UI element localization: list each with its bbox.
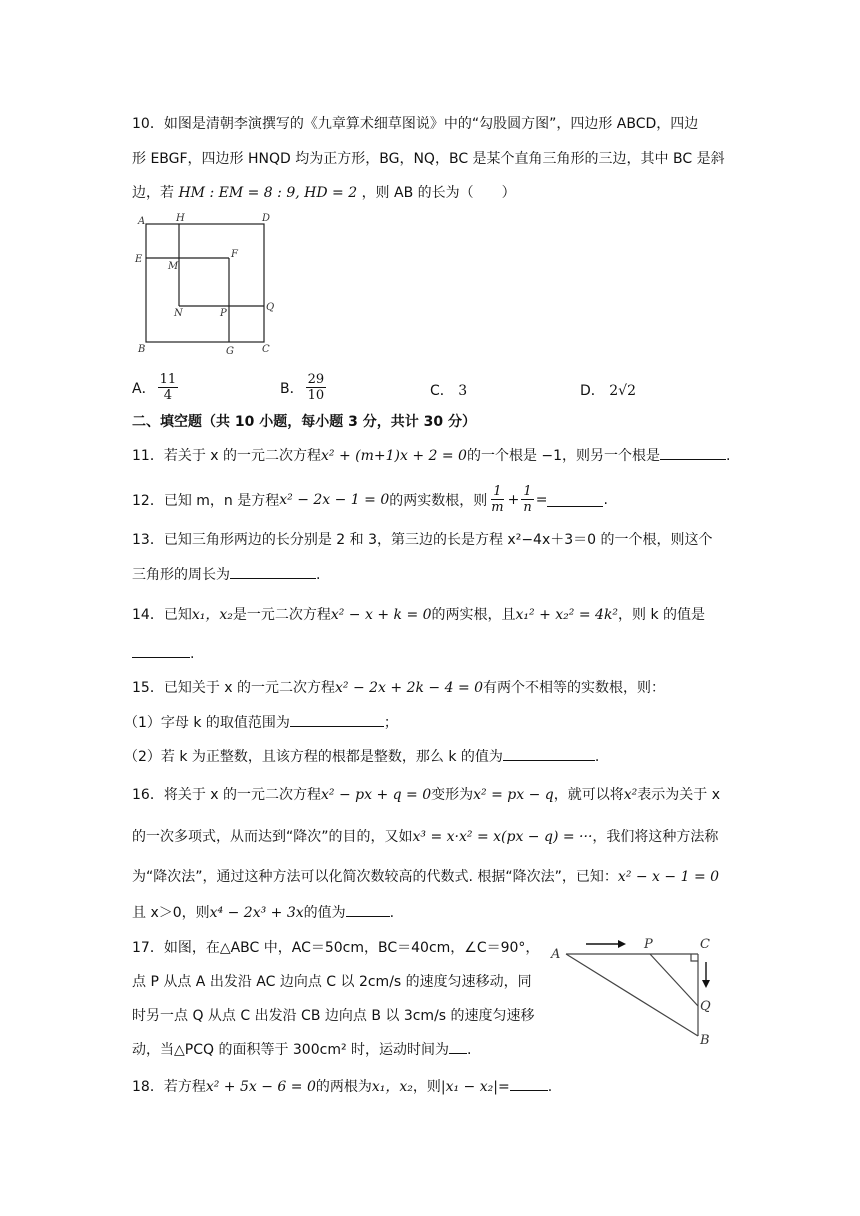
fig17-label-p: P [644, 937, 653, 952]
fig10-label-q: Q [266, 302, 275, 313]
q16-l1-x2: x² [623, 787, 638, 803]
fig10-label-p: P [220, 308, 227, 319]
q16-l4-pre: 且 x＞0，则 [132, 905, 210, 921]
q14-equation: x² − x + k = 0 [330, 607, 432, 623]
q15-part2 [124, 746, 599, 766]
q17-answer-blank[interactable] [449, 1039, 467, 1054]
q17-line3: 时另一点 Q 从点 C 出发沿 CB 边向点 B 以 3cm/s 的速度匀速移 [132, 1008, 535, 1024]
fig17-label-c: C [700, 937, 710, 952]
fig10-label-n: N [174, 308, 183, 319]
q11-post: 的一个根是 −1，则另一个根是 [466, 448, 661, 464]
q13-answer-blank[interactable] [230, 564, 316, 579]
q16-l1-end: 表示为关于 x [637, 787, 720, 803]
q15-part2-text: （2）若 k 为正整数，且该方程的根都是整数，那么 k 的值为 [124, 749, 503, 765]
fig10-label-d: D [262, 213, 271, 224]
q12-equals: = [535, 491, 548, 508]
fig10-label-g: G [226, 346, 234, 357]
q15 [132, 677, 665, 697]
q12-frac1 [489, 484, 505, 515]
fig10-label-c: C [262, 344, 270, 355]
q11-pre: 11．若关于 x 的一元二次方程 [132, 448, 321, 464]
q17-line2: 点 P 从点 A 出发沿 AC 边向点 C 以 2cm/s 的速度匀速移动，同 [132, 974, 532, 990]
option-a-den: 4 [163, 388, 172, 403]
fig10-label-e: E [135, 254, 143, 265]
q12 [132, 484, 608, 515]
q12-mid: 的两实数根，则 [389, 492, 488, 509]
q15-part1-text: （1）字母 k 的取值范围为 [124, 715, 290, 731]
q16-l1-mid: 变形为 [431, 787, 474, 803]
q14-line2 [132, 643, 194, 662]
q15-part2-end: . [594, 749, 600, 765]
q16-l1-post: ，就可以将 [553, 787, 624, 803]
q13-line2-text: 三角形的周长为 [132, 567, 230, 583]
q18-pre: 18．若方程 [132, 1079, 206, 1095]
q18-end: . [547, 1079, 553, 1095]
q10-line1: 10．如图是清朝李演撰写的《九章算术细草图说》中的“勾股圆方图”，四边形 ABCD，四边 [132, 116, 699, 132]
q11 [132, 445, 731, 465]
q13-end: . [316, 567, 321, 583]
q10-option-d[interactable] [580, 380, 636, 400]
q12-frac1-num: 1 [493, 484, 502, 499]
q12-frac2-num: 1 [523, 484, 532, 499]
q12-frac2-den: n [523, 500, 532, 515]
q16-line2 [132, 826, 718, 846]
fig17-label-b: B [700, 1033, 710, 1048]
q12-end: . [603, 491, 608, 508]
q10-option-c[interactable] [430, 380, 467, 400]
fig17-label-a: A [551, 947, 561, 962]
q16-l1-eq2: x² = px − q [473, 787, 554, 803]
q16-l2-post: ，我们将这种方法称 [592, 829, 719, 845]
q16-l1-pre: 16．将关于 x 的一元二次方程 [132, 787, 321, 803]
q18-abs: |x₁ − x₂| [440, 1079, 498, 1095]
q15-post: 有两个不相等的实数根，则： [483, 680, 666, 696]
option-a-fraction [158, 372, 179, 403]
q16-l3-eq: x² − x − 1 = 0 [617, 869, 720, 885]
q18-mid: 的两根为 [315, 1079, 372, 1095]
q16-l1-eq1: x² − px + q = 0 [321, 787, 432, 803]
q12-plus: + [507, 491, 520, 508]
q10-option-b[interactable] [280, 372, 328, 403]
q10-line3-pre: 边，若 [132, 185, 174, 201]
option-b-den: 10 [307, 388, 325, 403]
q12-pre: 12．已知 m，n 是方程 [132, 492, 280, 509]
q18-equation: x² + 5x − 6 = 0 [205, 1079, 316, 1095]
q15-part1 [124, 712, 398, 732]
q15-part1-end: ； [383, 715, 398, 731]
fig10-label-b: B [138, 344, 146, 355]
q14-condition: x₁² + x₂² = 4k² [515, 607, 619, 623]
q14-post: ，则 k 的值是 [618, 607, 706, 623]
option-d-value: 2√2 [609, 383, 636, 399]
q16-line4 [132, 902, 394, 922]
q12-equation: x² − 2x − 1 = 0 [279, 491, 390, 508]
q18-equals: = [497, 1079, 510, 1095]
q16-line1 [132, 784, 720, 804]
section-2-title: 二、填空题（共 10 小题，每小题 3 分，共计 30 分） [132, 414, 476, 430]
option-b-label: B． [280, 380, 304, 397]
q14 [132, 604, 705, 624]
fig10-label-h: H [176, 213, 185, 224]
option-b-num: 29 [307, 372, 325, 387]
q16-l2-eq: x³ = x·x² = x(px − q) = ··· [412, 829, 593, 845]
q13-line2 [132, 564, 320, 584]
q16-l3-pre: 为“降次法”，通过这种方法可以化简次数较高的代数式. 根据“降次法”，已知： [132, 869, 618, 885]
fig10-label-f: F [231, 249, 238, 260]
q16-answer-blank[interactable] [346, 902, 390, 917]
q17-line4 [132, 1039, 471, 1059]
q17-triangle-figure [548, 932, 724, 1050]
q10-option-a[interactable] [132, 372, 180, 403]
option-c-label: C． [430, 383, 454, 399]
q10-ratio-math: HM : EM = 8 : 9, HD = 2 [178, 185, 358, 201]
option-d-label: D． [580, 383, 605, 399]
fig17-label-q: Q [700, 999, 711, 1014]
q15-equation: x² − 2x + 2k − 4 = 0 [335, 680, 484, 696]
q16-l4-end: . [389, 905, 395, 921]
option-a-num: 11 [159, 372, 177, 387]
q17-line1: 17．如图，在△ABC 中，AC＝50cm，BC＝40cm，∠C＝90°， [132, 940, 540, 956]
q14-mid2: 的两实根，且 [431, 607, 516, 623]
q11-answer-blank[interactable] [660, 445, 726, 460]
q15-part2-blank[interactable] [503, 746, 595, 761]
q13-line1: 13．已知三角形两边的长分别是 2 和 3，第三边的长是方程 x²−4x＋3＝0 的一个根，则这个 [132, 532, 713, 548]
q11-end: . [726, 448, 731, 464]
q10-line3-post: ，则 AB 的长为（ ） [361, 185, 516, 201]
q18-vars: x₁，x₂ [371, 1079, 413, 1095]
q18-post: ，则 [412, 1079, 441, 1095]
q12-frac1-den: m [491, 500, 504, 515]
option-a-label: A． [132, 380, 156, 397]
q15-part1-blank[interactable] [290, 712, 384, 727]
q10-square-figure [132, 210, 282, 360]
q12-answer-blank[interactable] [547, 492, 603, 507]
q14-pre: 14．已知 [132, 607, 192, 623]
q15-pre: 15．已知关于 x 的一元二次方程 [132, 680, 335, 696]
q17-line4-text: 动，当△PCQ 的面积等于 300cm² 时，运动时间为 [132, 1042, 450, 1058]
fig10-label-m: M [168, 261, 179, 272]
q16-l4-post: 的值为 [303, 905, 346, 921]
q18-answer-blank[interactable] [510, 1076, 548, 1091]
option-c-value: 3 [458, 383, 468, 399]
q14-answer-blank[interactable] [132, 643, 190, 658]
q10-line3 [132, 182, 516, 202]
q18 [132, 1076, 552, 1096]
q16-l4-eq: x⁴ − 2x³ + 3x [209, 905, 304, 921]
q14-mid: 是一元二次方程 [232, 607, 331, 623]
q17-end: . [467, 1042, 472, 1058]
q14-end: . [190, 646, 195, 662]
q16-line3 [132, 866, 719, 886]
fig10-label-a: A [138, 216, 146, 227]
q14-vars: x₁，x₂ [191, 607, 233, 623]
q10-line2: 形 EBGF，四边形 HNQD 均为正方形，BG，NQ，BC 是某个直角三角形的三边，其中 BC 是斜 [132, 151, 725, 167]
q12-frac2 [521, 484, 533, 515]
option-b-fraction [306, 372, 327, 403]
q11-equation: x² + (m+1)x + 2 = 0 [321, 448, 467, 464]
q16-l2-pre: 的一次多项式，从而达到“降次”的目的，又如 [132, 829, 413, 845]
